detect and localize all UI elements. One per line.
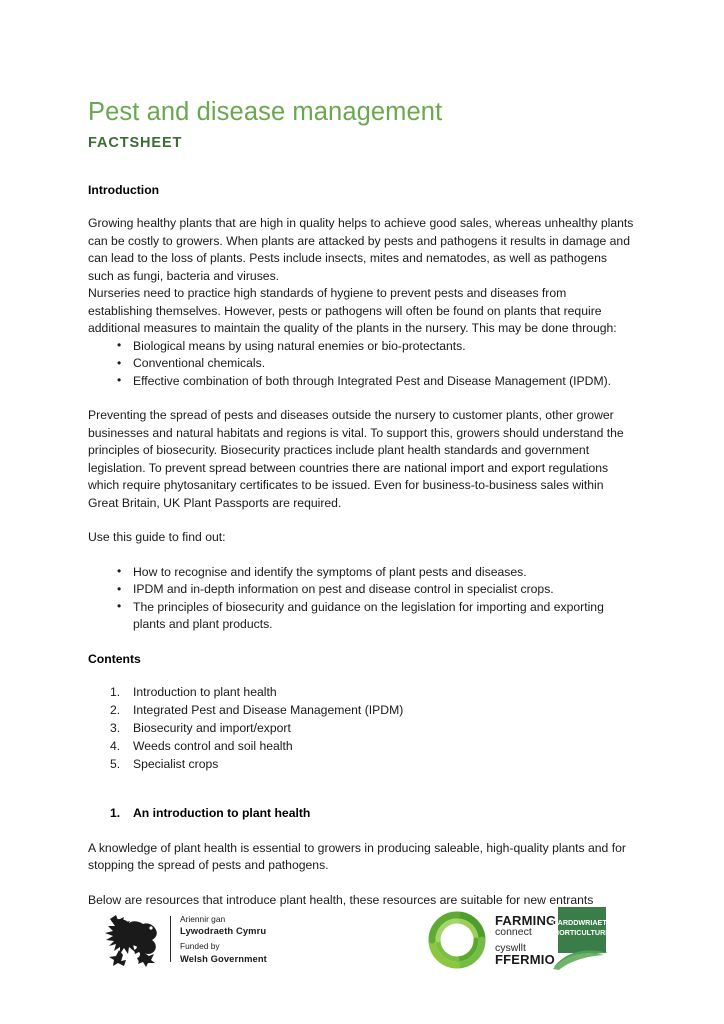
list-item: • Effective combination of both through Integrated Pest and Disease Management (IPDM).	[88, 373, 634, 391]
document-content	[88, 0, 634, 909]
logo-divider	[170, 916, 171, 962]
introduction-heading: Introduction	[88, 182, 160, 197]
list-item: • Conventional chemicals.	[88, 355, 634, 373]
farming-connect-swirl-icon	[428, 911, 486, 969]
contents-item-5[interactable]: Specialist crops	[133, 756, 219, 771]
list-item: • IPDM and in-depth information on pest and disease control in specialist crops.	[88, 581, 634, 599]
section-1-title: An introduction to plant health	[133, 806, 311, 821]
wg-line-4: Welsh Government	[180, 952, 267, 964]
fc-line-4: FFERMIO	[495, 952, 555, 968]
hort-line-2: HORTICULTURE	[553, 928, 611, 937]
introduction-paragraph-1: Growing healthy plants that are high in quality helps to achieve good sales, whereas unhealthy plants can be costly to growers. When plants are attacked by pests and pathogens it results in damage and can lead to the loss of plants. Pests include insects, mites and nematodes, as well as pathogens such as fungi, bacteria and viruses.	[88, 216, 634, 283]
section-1-number: 1.	[110, 806, 121, 821]
wg-line-2: Lywodraeth Cymru	[180, 925, 267, 937]
contents-item-4[interactable]: Weeds control and soil health	[133, 738, 293, 753]
list-item: • Biological means by using natural enemies or bio-protectants.	[88, 338, 634, 356]
contents-list	[88, 684, 634, 773]
contents-item-1[interactable]: Introduction to plant health	[133, 685, 277, 700]
wg-line-1: Ariennir gan	[180, 913, 226, 924]
farming-connect-logo	[428, 906, 556, 974]
wg-line-3: Funded by	[180, 941, 220, 951]
page-subtitle: FACTSHEET	[88, 135, 183, 152]
fc-line-1: FARMING	[495, 912, 557, 928]
list-item: • How to recognise and identify the symptoms of plant pests and diseases.	[88, 564, 634, 582]
introduction-paragraph-3: Preventing the spread of pests and diseases outside the nursery to customer plants, other grower businesses and natural habitats and regions is vital. To support this, growers should understand the principles of biosecurity. Biosecurity practices include plant health standards and government legislation. To prevent spread between countries there are national import and export regulations which require phytosanitary certificates to be issued. Even for business-to-business sales within Great Britain, UK Plant Passports are required.	[88, 408, 624, 510]
guide-lead-text: Use this guide to find out:	[88, 530, 226, 545]
section-1-heading	[88, 805, 634, 823]
introduction-paragraph-2: Nurseries need to practice high standards of hygiene to prevent pests and diseases from establishing themselves. However, pests or pathogens will often be found on plants that require additional measures to maintain the quality of the plants in the nursery. This may be done through:	[88, 286, 617, 336]
fc-line-3: cyswllt	[495, 941, 526, 954]
hort-line-1: GARDDWRIAETH	[552, 918, 612, 927]
fc-line-2: connect	[495, 925, 532, 938]
welsh-dragon-icon	[99, 910, 165, 968]
contents-item-3[interactable]: Biosecurity and import/export	[133, 721, 291, 736]
contents-heading: Contents	[88, 651, 141, 666]
horticulture-logo	[548, 905, 620, 971]
introduction-bullet-list	[88, 338, 634, 391]
guide-bullet-list	[88, 564, 634, 634]
page-title: Pest and disease management	[88, 98, 443, 126]
section-1-paragraph-1: A knowledge of plant health is essential to growers in producing saleable, high-quality plants and for stopping the spread of pests and pathogens.	[88, 840, 626, 873]
contents-item-2[interactable]: Integrated Pest and Disease Management (IPDM)	[133, 703, 404, 718]
list-item: • The principles of biosecurity and guidance on the legislation for importing and exporting plants and plant products.	[88, 599, 634, 634]
welsh-government-logo	[99, 908, 267, 970]
welsh-government-text	[180, 914, 267, 964]
horticulture-badge-icon	[548, 905, 620, 971]
section-1-paragraph-2: Below are resources that introduce plant health, these resources are suitable for new entrants	[88, 892, 594, 907]
footer-logo-bar	[0, 902, 724, 982]
